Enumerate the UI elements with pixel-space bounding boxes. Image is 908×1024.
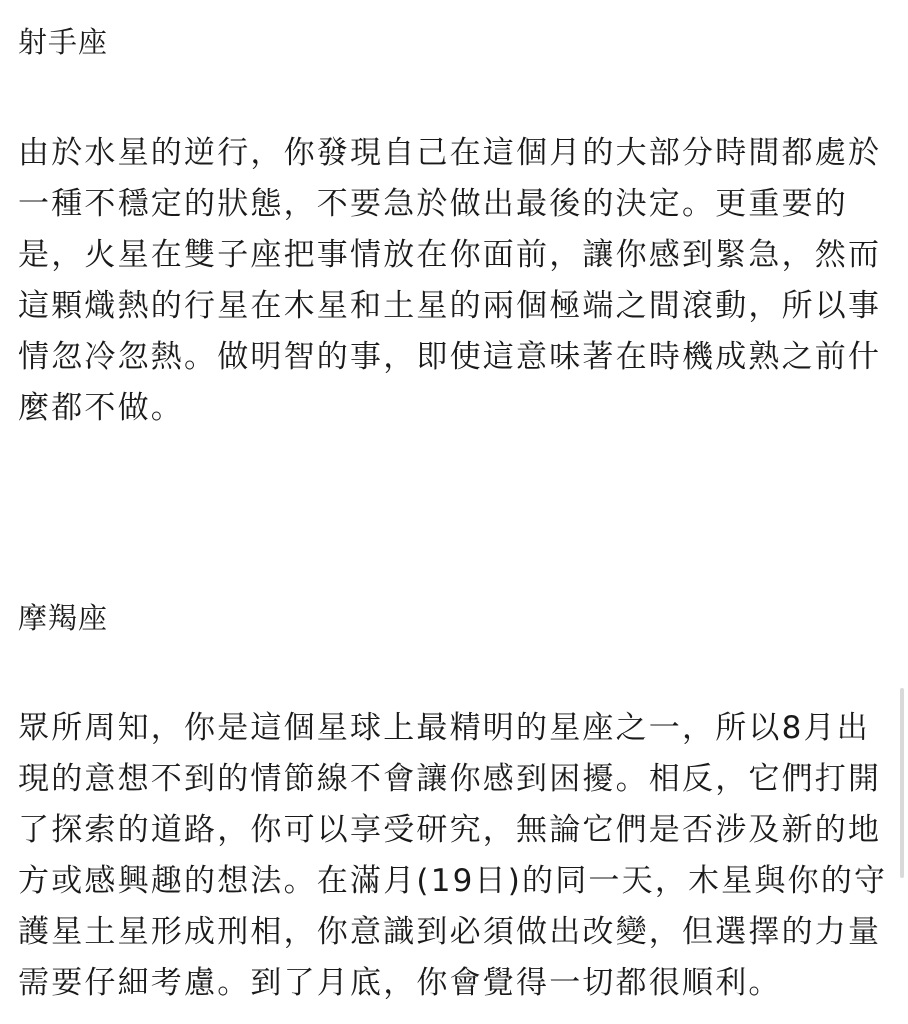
section-title-sagittarius: 射手座 bbox=[18, 25, 109, 59]
section-body-sagittarius: 由於水星的逆行，你發現自己在這個月的大部分時間都處於一種不穩定的狀態，不要急於做出最後的決定。更重要的是，火星在雙子座把事情放在你面前，讓你感到緊急，然而這顆熾熱的行星在木星和土星的兩個極端之間滾動，所以事情忽冷忽熱。做明智的事，即使這意味著在時機成熟之前什麼都不做。 bbox=[18, 135, 882, 426]
section-title-capricorn: 摩羯座 bbox=[18, 601, 109, 635]
section-body-capricorn: 眾所周知，你是這個星球上最精明的星座之一，所以8月出現的意想不到的情節線不會讓你感到困擾。相反，它們打開了探索的道路，你可以享受研究，無論它們是否涉及新的地方或感興趣的想法。在滿月(19日)的同一天，木星與你的守護星土星形成刑相，你意識到必須做出改變，但選擇的力量需要仔細考慮。到了月底，你會覺得一切都很順利。 bbox=[18, 710, 888, 1001]
scrollbar-thumb[interactable] bbox=[900, 688, 904, 878]
